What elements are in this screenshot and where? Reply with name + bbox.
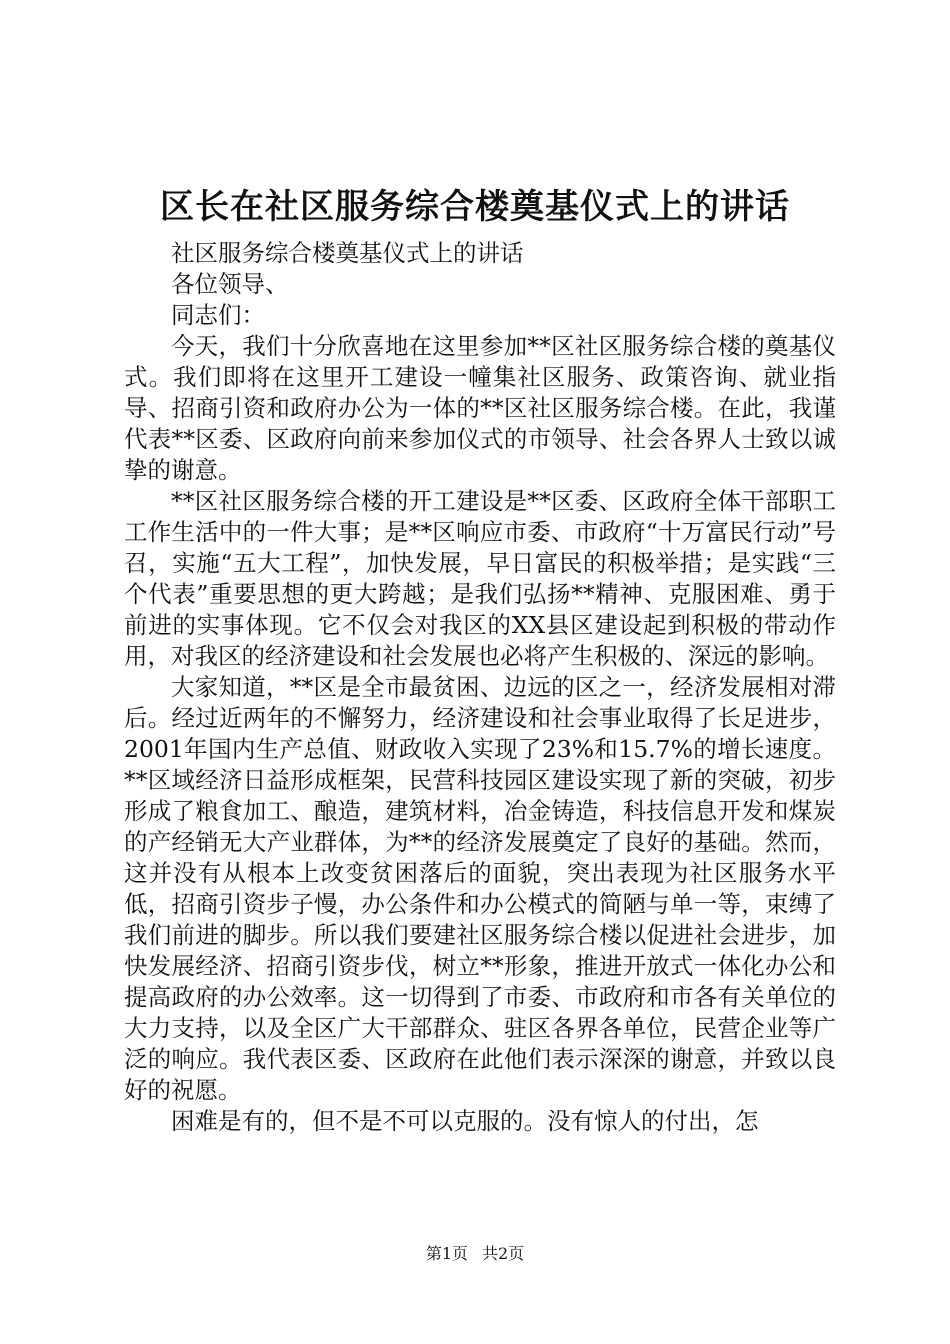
document-title: 区长在社区服务综合楼奠基仪式上的讲话 xyxy=(160,187,790,227)
page-footer xyxy=(0,1244,950,1264)
document-body xyxy=(124,238,836,1137)
document-subtitle: 社区服务综合楼奠基仪式上的讲话 xyxy=(171,239,524,267)
paragraph-significance: **区社区服务综合楼的开工建设是**区委、区政府全体干部职工工作生活中的一件大事；是**区响应市委、市政府“十万富民行动”号召，实施“五大工程”，加快发展，早日富民的积极举措；是实践“三个代表”重要思想的更大跨越；是我们弘扬**精神、克服困难、勇于前进的实事体现。它不仅会对我区的XX县区建设起到积极的带动作用，对我区的经济建设和社会发展也必将产生积极的、深远的影响。 xyxy=(124,487,836,670)
page-number: 第1页 xyxy=(425,1244,468,1263)
paragraph-background: 大家知道，**区是全市最贫困、边远的区之一，经济发展相对滞后。经过近两年的不懈努力，经济建设和社会事业取得了长足进步，2001年国内生产总值、财政收入实现了23%和15.7%的增长速度。**区域经济日益形成框架，民营科技园区建设实现了新的突破，初步形成了粮食加工、酿造，建筑材料，冶金铸造，科技信息开发和煤炭的产经销无大产业群体，为**的经济发展奠定了良好的基础。然而，这并没有从根本上改变贫困落后的面貌，突出表现为社区服务水平低，招商引资步子慢，办公条件和办公模式的简陋与单一等，束缚了我们前进的脚步。所以我们要建社区服务综合楼以促进社会进步，加快发展经济、招商引资步伐，树立**形象，推进开放式一体化办公和提高政府的办公效率。这一切得到了市委、市政府和市各有关单位的大力支持，以及全区广大干部群众、驻区各界各单位，民营企业等广泛的响应。我代表区委、区政府在此他们表示深深的谢意，并致以良好的祝愿。 xyxy=(124,673,836,1104)
paragraph-opening: 今天，我们十分欣喜地在这里参加**区社区服务综合楼的奠基仪式。我们即将在这里开工建设一幢集社区服务、政策咨询、就业指导、招商引资和政府办公为一体的**区社区服务综合楼。在此，我谨代表**区委、区政府向前来参加仪式的市领导、社会各界人士致以诚挚的谢意。 xyxy=(124,332,836,484)
page-total: 共2页 xyxy=(482,1244,525,1263)
salutation-comrades: 同志们： xyxy=(171,301,265,329)
salutation-leaders: 各位领导、 xyxy=(171,270,289,298)
paragraph-difficulties: 困难是有的，但不是不可以克服的。没有惊人的付出，怎 xyxy=(171,1107,759,1135)
